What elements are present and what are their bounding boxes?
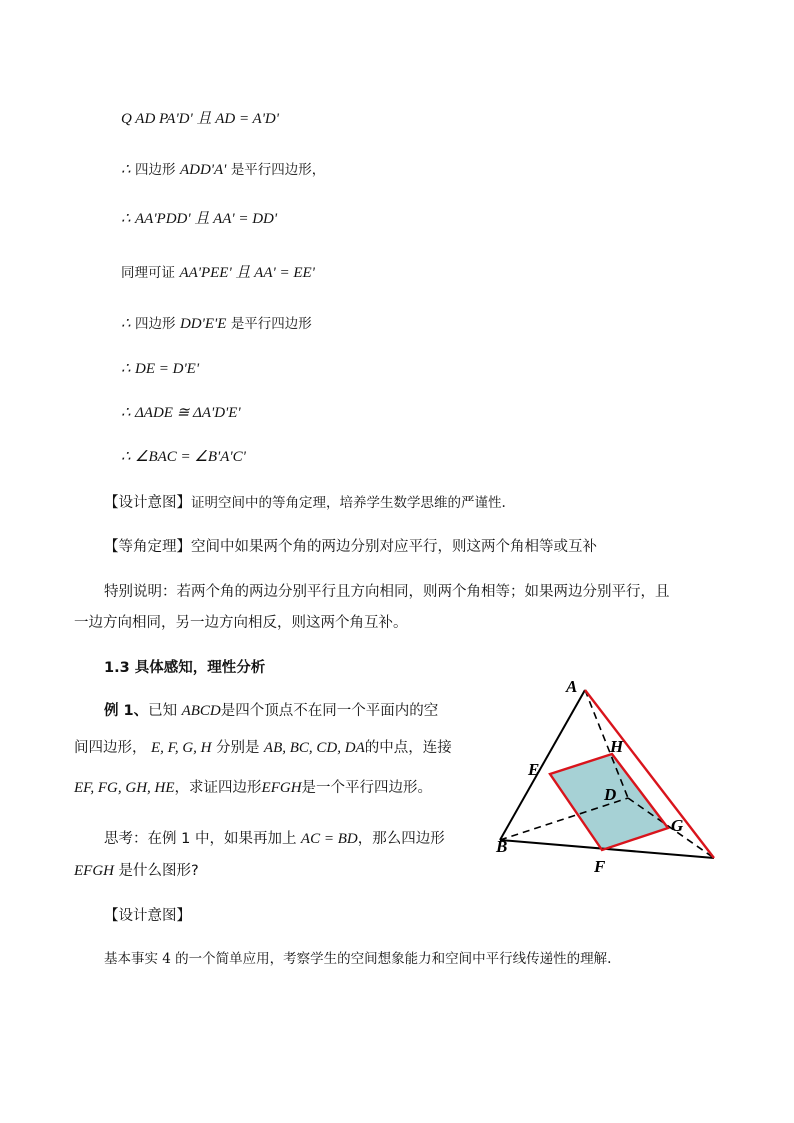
example-text: 间四边形，	[74, 740, 147, 756]
example-label: 例 1、	[104, 703, 149, 719]
therefore-symbol: ∴	[121, 162, 131, 178]
proof-math: DD'E'E	[179, 316, 227, 332]
think-line-1	[104, 827, 445, 848]
theorem-label: 【等角定理】	[104, 539, 191, 555]
proof-line-1: Q AD PA'D' 且 AD = A'D'	[121, 111, 279, 127]
proof-text: 是平行四边形	[230, 316, 312, 332]
example-text: 是一个平行四边形。	[301, 780, 433, 796]
proof-line-6	[121, 359, 199, 378]
example-line-2	[74, 736, 452, 757]
design-intent-2-label: 【设计意图】	[104, 908, 191, 924]
think-line-2	[74, 859, 199, 880]
example-text: 的中点，连接	[364, 740, 452, 756]
edge-AB	[500, 690, 585, 840]
therefore-symbol: ∴	[121, 361, 131, 377]
proof-line-8	[121, 447, 246, 466]
proof-math: ΔADE ≅ ΔA'D'E'	[135, 405, 241, 421]
proof-math: ∠BAC = ∠B'A'C'	[135, 449, 246, 465]
example-line-3	[74, 776, 432, 797]
think-math: AC = BD	[300, 831, 358, 847]
section-heading: 1.3 具体感知，理性分析	[104, 660, 266, 676]
proof-math: AA'PEE' 且 AA' = EE'	[179, 265, 315, 281]
proof-text: 四边形	[135, 162, 176, 178]
design-intent-1	[104, 491, 506, 512]
proof-text: 同理可证	[121, 265, 175, 281]
equal-angle-theorem	[104, 535, 597, 556]
label-H: H	[610, 737, 624, 756]
think-text: 思考：在例 1 中，如果再加上	[104, 831, 297, 847]
proof-math: DE = D'E'	[135, 361, 200, 377]
proof-text: 是平行四边形，	[230, 162, 326, 178]
design-intent-label: 【设计意图】	[104, 495, 191, 511]
think-text: ，那么四边形	[357, 831, 445, 847]
proof-line-2	[121, 158, 325, 179]
therefore-symbol: ∴	[121, 449, 131, 465]
proof-line-3	[121, 207, 277, 228]
proof-math: AA'PDD' 且 AA' = DD'	[135, 211, 278, 227]
proof-line-5	[121, 312, 312, 333]
label-A: A	[566, 677, 578, 696]
label-D: D	[604, 785, 617, 804]
example-text: 分别是	[215, 740, 260, 756]
therefore-symbol: ∴	[121, 316, 131, 332]
example-text: 已知	[148, 703, 178, 719]
label-F: F	[594, 857, 606, 876]
tetrahedron-figure	[490, 672, 730, 882]
example-text: 是四个顶点不在同一个平面内的空	[220, 703, 439, 719]
label-B: B	[496, 837, 508, 856]
design-intent-2-text: 基本事实 4 的一个简单应用，考察学生的空间想象能力和空间中平行线传递性的理解.	[104, 951, 612, 967]
special-note-line-1: 特别说明：若两个角的两边分别平行且方向相同，则两个角相等；如果两边分别平行，且	[104, 584, 670, 600]
example-math: AB, BC, CD, DA	[263, 740, 365, 756]
example-math: EF, FG, GH, HE	[74, 780, 175, 796]
think-math: EFGH	[74, 863, 114, 879]
example-math: ABCD	[181, 703, 221, 719]
label-E: E	[528, 760, 540, 779]
example-math: E, F, G, H	[150, 740, 212, 756]
therefore-symbol: ∴	[121, 405, 131, 421]
example-text: ，求证四边形	[174, 780, 262, 796]
proof-text: 四边形	[135, 316, 176, 332]
label-G: G	[671, 816, 684, 835]
proof-line-4	[121, 261, 315, 282]
proof-line-7	[121, 403, 241, 422]
theorem-text: 空间中如果两个角的两边分别对应平行，则这两个角相等或互补	[191, 539, 597, 555]
think-text: 是什么图形?	[118, 863, 199, 879]
example-math: EFGH	[261, 780, 302, 796]
design-intent-text: 证明空间中的等角定理，培养学生数学思维的严谨性.	[191, 495, 506, 511]
therefore-symbol: ∴	[121, 211, 131, 227]
proof-math: ADD'A'	[179, 162, 227, 178]
example-line-1	[104, 699, 438, 720]
special-note-line-2: 一边方向相同，另一边方向相反，则这两个角互补。	[74, 615, 408, 631]
